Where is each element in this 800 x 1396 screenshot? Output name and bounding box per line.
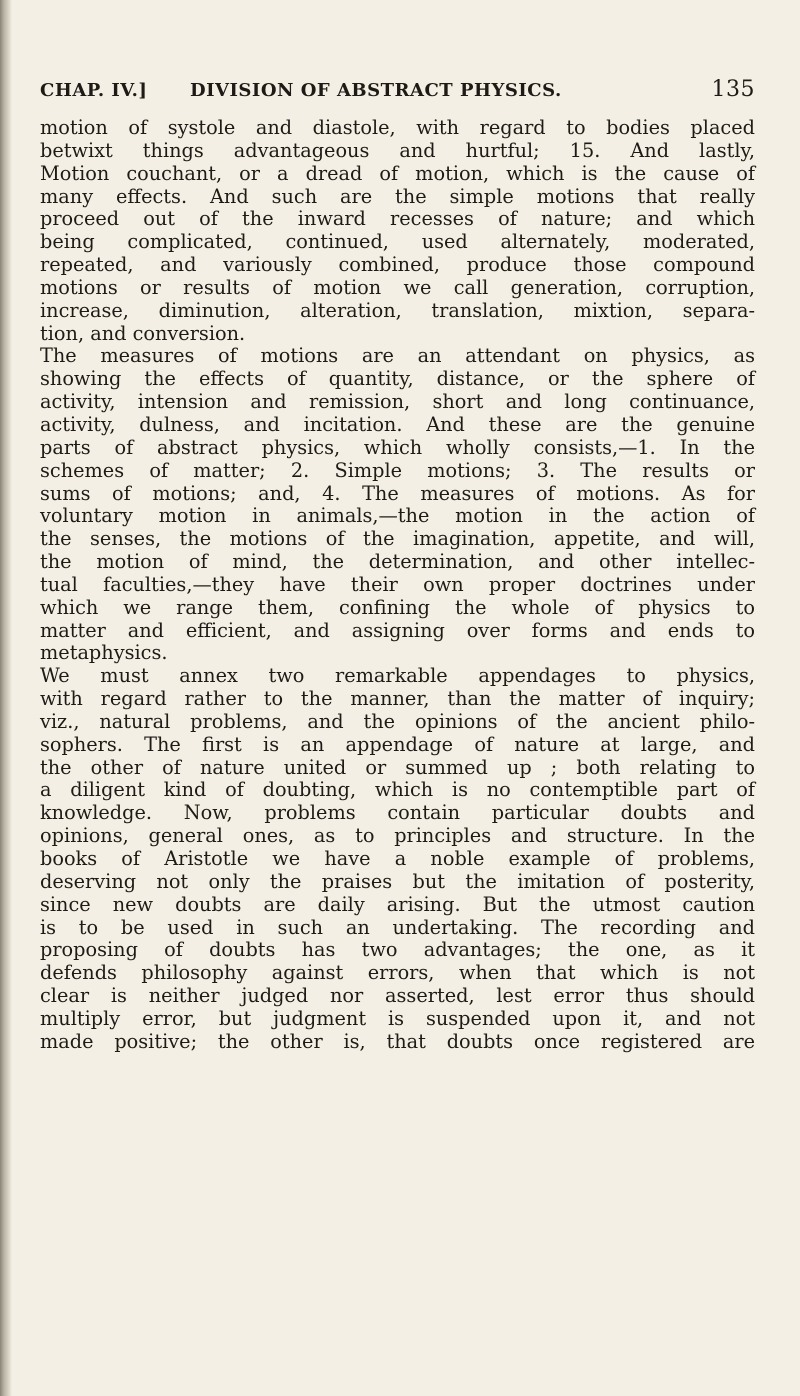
- page-number: 135: [711, 77, 755, 102]
- text-line: the motion of mind, the determination, and other intellec-: [40, 550, 755, 574]
- text-line: defends philosophy against errors, when that which is not: [40, 961, 755, 985]
- text-line: proposing of doubts has two advantages; the one, as it: [40, 938, 755, 962]
- text-line: motion of systole and diastole, with regard to bodies placed: [40, 116, 755, 139]
- body-text: [40, 117, 755, 1054]
- text-line: parts of abstract physics, which wholly consists,—1. In the: [40, 435, 755, 459]
- text-line: schemes of matter; 2. Simple motions; 3. The results or: [40, 458, 755, 482]
- text-line: metaphysics.: [40, 641, 168, 665]
- text-line: multiply error, but judgment is suspended upon it, and not: [40, 1006, 755, 1030]
- text-line: opinions, general ones, as to principles and structure. In the: [40, 824, 755, 848]
- text-line: deserving not only the praises but the imitation of posterity,: [40, 869, 755, 893]
- text-line: proceed out of the inward recesses of nature; and which: [40, 207, 755, 231]
- text-line: sums of motions; and, 4. The measures of motions. As for: [40, 481, 755, 505]
- text-line: since new doubts are daily arising. But the utmost caution: [40, 892, 755, 916]
- text-line: the other of nature united or summed up ; both relating to: [40, 755, 755, 779]
- text-line: activity, intension and remission, short and long continuance,: [40, 390, 755, 414]
- text-line: sophers. The first is an appendage of nature at large, and: [40, 732, 755, 756]
- text-line: repeated, and variously combined, produce those compound: [40, 253, 755, 277]
- text-line: matter and efficient, and assigning over forms and ends to: [40, 618, 755, 642]
- text-line: We must annex two remarkable appendages to physics,: [40, 664, 755, 688]
- text-line: the senses, the motions of the imagination, appetite, and will,: [40, 527, 755, 551]
- text-line: tion, and conversion.: [40, 321, 246, 345]
- text-line: betwixt things advantageous and hurtful; 15. And lastly,: [40, 138, 755, 162]
- text-line: made positive; the other is, that doubts once registered are: [40, 1029, 755, 1053]
- text-line: with regard rather to the manner, than the matter of inquiry;: [40, 687, 755, 711]
- text-line: activity, dulness, and incitation. And these are the genuine: [40, 412, 755, 436]
- text-line: being complicated, continued, used alternately, moderated,: [40, 230, 755, 254]
- running-header: [40, 77, 755, 110]
- text-line: tual faculties,—they have their own proper doctrines under: [40, 572, 755, 596]
- page-gutter-shadow: [0, 0, 12, 1396]
- text-line: motions or results of motion we call generation, corruption,: [40, 275, 755, 299]
- text-line: books of Aristotle we have a noble example of problems,: [40, 847, 755, 870]
- text-line: voluntary motion in animals,—the motion in the action of: [40, 504, 755, 528]
- text-line: clear is neither judged nor asserted, lest error thus should: [40, 984, 755, 1008]
- text-line: is to be used in such an undertaking. The recording and: [40, 915, 755, 939]
- text-line: The measures of motions are an attendant on physics, as: [40, 344, 755, 368]
- text-line: viz., natural problems, and the opinions of the ancient philo-: [40, 709, 755, 733]
- text-line: a diligent kind of doubting, which is no contemptible part of: [40, 778, 755, 802]
- text-line: many effects. And such are the simple motions that really: [40, 184, 755, 208]
- text-line: increase, diminution, alteration, translation, mixtion, separa-: [40, 298, 755, 322]
- text-line: showing the effects of quantity, distance, or the sphere of: [40, 367, 755, 391]
- text-line: which we range them, confining the whole of physics to: [40, 595, 755, 619]
- text-line: knowledge. Now, problems contain particular doubts and: [40, 801, 755, 825]
- running-title: DIVISION OF ABSTRACT PHYSICS.: [190, 80, 562, 101]
- text-line: Motion couchant, or a dread of motion, which is the cause of: [40, 161, 755, 185]
- chapter-label: CHAP. IV.]: [40, 80, 148, 101]
